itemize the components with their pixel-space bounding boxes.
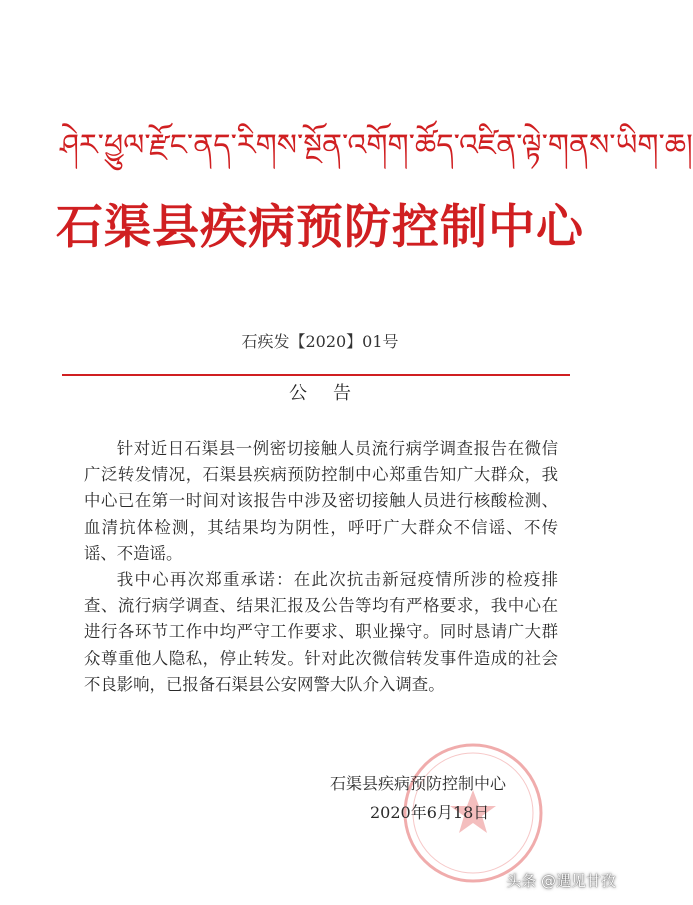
notice-body: [84, 436, 558, 698]
tibetan-title: ཤེར་ཕྱུལ་རྫོང་ནད་རིགས་སྔོན་འགོག་ཚོད་འཛིན་ལྟེ་གནས་ཡིག་ཆ།: [60, 128, 693, 163]
document-number: 石疾发【2020】01号: [241, 332, 399, 351]
org-title: 石渠县疾病预防控制中心: [56, 200, 584, 255]
red-divider-line: [62, 374, 570, 376]
watermark: 头条 @遇见甘孜: [506, 872, 616, 890]
body-paragraph-2: 我中心再次郑重承诺：在此次抗击新冠疫情所涉的检疫排查、流行病学调查、结果汇报及公告等均有严格要求，我中心在进行各环节工作中均严守工作要求、职业操守。同时恳请广大群众尊重他人隐私，停止转发。针对此次微信转发事件造成的社会不良影响，已报备石渠县公安网警大队介入调查。: [84, 570, 558, 694]
notice-title: 公告: [289, 383, 377, 404]
body-paragraph-1: 针对近日石渠县一例密切接触人员流行病学调查报告在微信广泛转发情况，石渠县疾病预防控制中心郑重告知广大群众，我中心已在第一时间对该报告中涉及密切接触人员进行核酸检测、血清抗体检测，其结果均为阴性，呼吁广大群众不信谣、不传谣、不造谣。: [84, 439, 558, 563]
signature-date: 2020年6月18日: [370, 803, 490, 822]
signature-org: 石渠县疾病预防控制中心: [330, 774, 507, 793]
